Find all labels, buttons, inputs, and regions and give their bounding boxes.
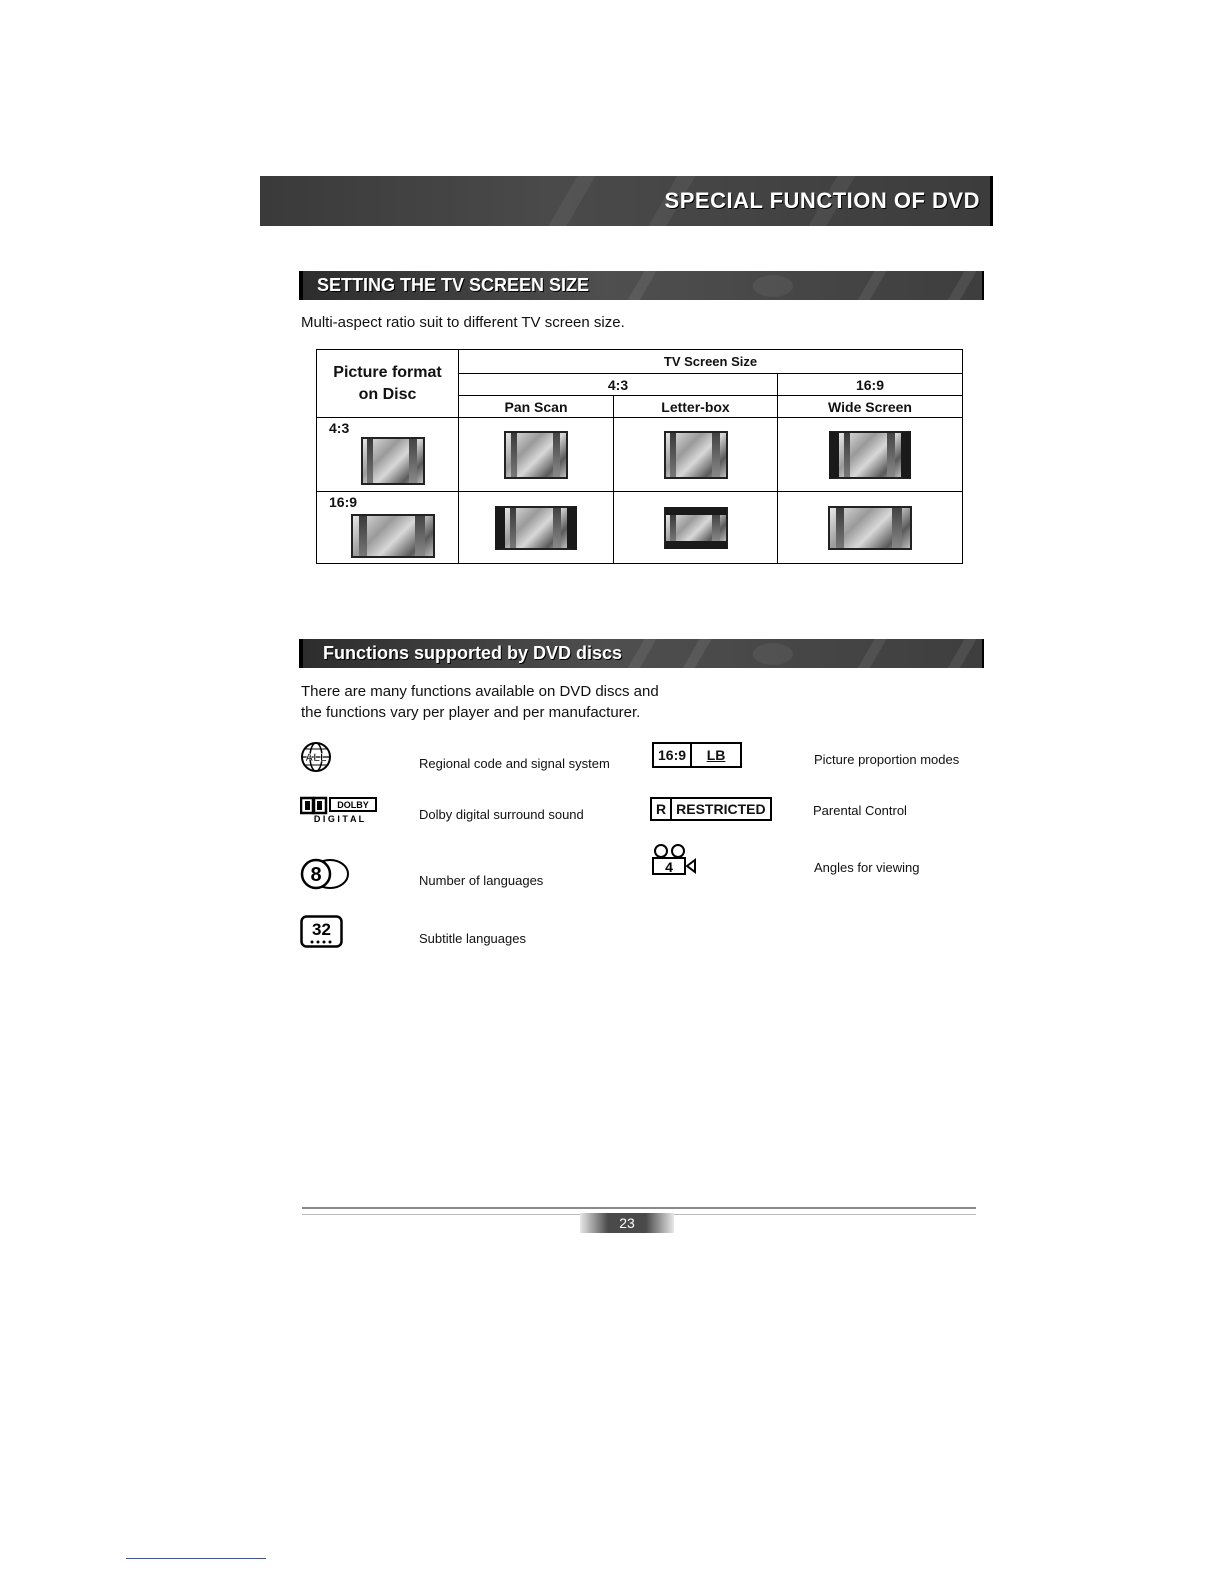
bar-decoration: [753, 643, 793, 665]
label-proportion: Picture proportion modes: [814, 752, 960, 767]
label-languages: Number of languages: [419, 873, 544, 888]
aspect-ratio-badge-icon: [652, 742, 742, 768]
bar-decoration: [936, 639, 983, 668]
group-header-tv-screen-size: TV Screen Size: [459, 350, 963, 374]
cell-letter-box: [614, 418, 778, 492]
label-regional-code: Regional code and signal system: [419, 756, 610, 771]
corner-line-2: on Disc: [358, 385, 417, 403]
subtitles-number: 32: [312, 920, 331, 939]
page-header-banner: [260, 176, 993, 226]
row-label-16-9: 16:9: [329, 494, 358, 510]
screen-size-table: [316, 349, 963, 564]
header-wide-screen: Wide Screen: [778, 396, 963, 418]
languages-number: 8: [310, 864, 322, 886]
table-row: [317, 418, 963, 492]
thumbnail-image: [361, 437, 425, 485]
table-corner-header: [317, 350, 459, 418]
header-ratio-4-3: 4:3: [459, 374, 778, 396]
header-ratio-16-9: 16:9: [778, 374, 963, 396]
section-heading-bar-functions: [299, 639, 984, 668]
section-heading-screen-size: SETTING THE TV SCREEN SIZE: [317, 275, 590, 295]
angles-number: 4: [665, 859, 673, 875]
row-label-cell: [317, 492, 459, 564]
subtitles-icon: [300, 915, 344, 954]
cell-pan-scan: [459, 492, 614, 564]
cell-wide-screen: [778, 418, 963, 492]
badge-ratio-text: 16:9: [658, 747, 687, 763]
label-subtitles: Subtitle languages: [419, 931, 526, 946]
bar-decoration: [753, 275, 793, 297]
label-parental: Parental Control: [813, 803, 907, 818]
bottom-edge-line: [126, 1558, 266, 1559]
bar-decoration: [616, 271, 663, 300]
parental-restricted-badge-icon: [650, 797, 772, 821]
banner-decoration: [531, 176, 607, 226]
label-angles: Angles for viewing: [814, 860, 920, 875]
header-letter-box: Letter-box: [614, 396, 778, 418]
cell-wide-screen: [778, 492, 963, 564]
thumbnail-image: [504, 431, 568, 479]
cell-letter-box: [614, 492, 778, 564]
dolby-box-text: DOLBY: [337, 800, 369, 810]
functions-intro-line-2: the functions vary per player and per manufacturer.: [301, 704, 641, 721]
region-icon-text: ALL: [305, 752, 327, 764]
camera-angles-icon: [651, 843, 699, 882]
bar-decoration: [846, 639, 893, 668]
row-label-cell: [317, 418, 459, 492]
dolby-digital-text: D I G I T A L: [313, 814, 365, 824]
screen-size-intro: Multi-aspect ratio suit to different TV screen size.: [301, 314, 625, 331]
thumbnail-image: [664, 431, 728, 479]
thumbnail-image: [664, 507, 728, 549]
languages-speech-icon: [300, 858, 352, 895]
cell-pan-scan: [459, 418, 614, 492]
page-number: 23: [580, 1213, 674, 1233]
bar-decoration: [671, 639, 718, 668]
badge-restricted-text: RESTRICTED: [676, 801, 766, 817]
region-globe-icon: [300, 741, 332, 778]
bar-decoration: [846, 271, 893, 300]
page-title: SPECIAL FUNCTION OF DVD: [664, 188, 980, 213]
label-dolby: Dolby digital surround sound: [419, 807, 584, 822]
section-heading-bar-screen-size: [299, 271, 984, 300]
table-row: [317, 492, 963, 564]
bar-decoration: [936, 271, 983, 300]
thumbnail-image: [351, 514, 435, 558]
thumbnail-image: [829, 431, 911, 479]
functions-intro-line-1: There are many functions available on DVD discs and: [301, 683, 659, 700]
badge-lb-text: LB: [690, 744, 740, 766]
section-heading-functions: Functions supported by DVD discs: [323, 643, 623, 663]
corner-line-1: Picture format: [333, 363, 442, 381]
dolby-digital-icon: [300, 796, 380, 824]
thumbnail-image: [495, 506, 577, 550]
bar-decoration: [616, 639, 663, 668]
header-pan-scan: Pan Scan: [459, 396, 614, 418]
functions-intro: [301, 681, 659, 723]
badge-r-text: R: [652, 799, 672, 819]
thumbnail-image: [828, 506, 912, 550]
row-label-4-3: 4:3: [329, 420, 350, 436]
